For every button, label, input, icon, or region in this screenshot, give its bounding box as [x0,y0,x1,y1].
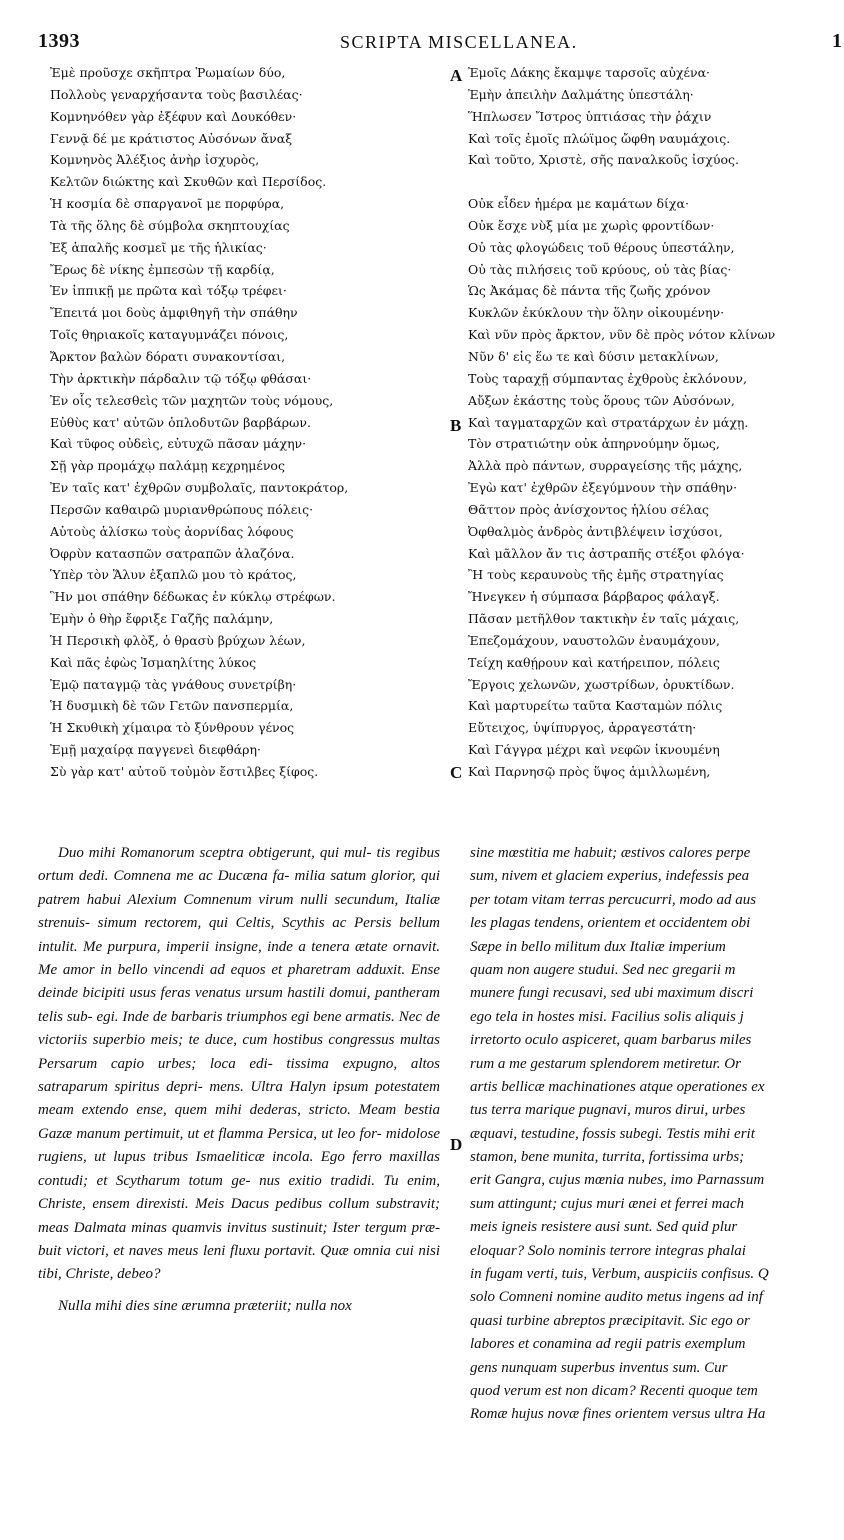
verse-line: Ἤνεγκεν ἡ σύμπασα βάρβαρος φάλαγξ. [468,589,720,605]
latin-paragraph-2: Nulla mihi dies sine ærumna præteriit; nulla nox [58,1297,352,1314]
prose-line: tis regibus ortum dedi. Comnena me ac Ducæna fa- [38,845,441,885]
prose-line: quam non augere studui. Sed nec gregarii m [470,961,736,978]
verse-line: Ἡ Περσικὴ φλὸξ, ὁ θρασὺ βρύχων λέων, [50,632,306,648]
prose-line: sine mœstitia me habuit; æstivos calores perpe [470,845,751,861]
prose-line: tus terra marique pugnavi, muros dirui, urbes [470,1102,746,1119]
verse-line: Οὐκ εἶδεν ἡμέρα με καμάτων δίχα· [468,196,689,212]
verse-line: Ἐξ ἁπαλῆς κοσμεῖ με τῆς ἡλικίας· [50,239,267,255]
prose-line: ætate ornavit. Me amor in bello vincendi ad equos [38,938,441,979]
verse-line: Τοῖς θηριακοῖς καταγυμνάζει πόνοις, [50,327,289,343]
margin-letter-d: D [450,1135,463,1154]
margin-letter-a: A [450,66,463,85]
verse-line: Γεννᾷ δέ με κράτιστος Αὐσόνων ἄναξ [50,130,293,146]
verse-line: Ὑπὲρ τὸν Ἅλυν ἐξαπλῶ μου τὸ κράτος, [50,567,297,583]
verse-line: Ἄρκτον βαλὼν δόρατι συνακοντίσαι, [50,348,286,364]
prose-line: les plagas tendens, orientem et occidentem obi [470,915,751,932]
prose-line: æquavi, testudine, fossis subegi. Testis mihi erit [470,1125,755,1142]
verse-line: Ἡ δυσμικὴ δὲ τῶν Γετῶν πανσπερμία, [50,698,294,714]
prose-line: minas quamvis invitus sustinuit; Ister tergum præ- [131,1219,440,1236]
prose-line: simum rectorem, qui Celtis, Scythis ac Persis bellum [97,915,440,932]
prose-line: Nec de victoriis superbio meis; te duce, cum hostibus [38,1008,441,1049]
page-number: 1393 [38,30,80,52]
verse-line: Νῦν δ' εἰς ἕω τε καὶ δύσιν μετακλίνων, [468,348,719,364]
verse-line: Καὶ Παρνησῷ πρὸς ὕψος ἁμιλλωμένη, [468,764,711,779]
page-number-right: 1 [832,30,842,52]
verse-line: Ἐμῷ παταγμῷ τὰς γνάθους συνετρίβη· [50,676,297,692]
verse-line: Καὶ τοῖς ἐμοῖς πλώϊμος ὤφθη ναυμάχοις. [468,130,731,146]
verse-line: Ἐν ἱππικῇ με πρῶτα καὶ τόξῳ τρέφει· [50,283,287,299]
verse-line: Ἐπεζομάχουν, ναυστολῶν ἐναυμάχουν, [468,632,720,648]
verse-line: Ἔπειτά μοι δοὺς ἀμφιθηγῆ τὴν σπάθην [50,305,298,321]
verse-line: Κελτῶν διώκτης καὶ Σκυθῶν καὶ Περσίδος. [50,174,327,190]
prose-line: meis igneis resistere ausi sunt. Sed quid plur [470,1219,738,1236]
verse-line: Καὶ τοῦτο, Χριστὲ, σῆς παναλκοῦς ἰσχύος. [468,152,739,168]
verse-line: Τοὺς ταραχῇ σύμπαντας ἐχθροὺς ἐκλόνουν, [468,370,747,386]
verse-line: Ἣν μοι σπάθην δέδωκας ἐν κύκλῳ στρέφων. [50,589,336,605]
verse-line: Καὶ πᾶς ἐφὼς Ἰσμαηλίτης λύκος [50,654,257,670]
verse-line: Ἐμῇ μαχαίρᾳ παγγενεὶ διεφθάρη· [50,742,261,758]
verse-line: Ἥπλωσεν Ἴστρος ὑπτιάσας τὴν ῥάχιν [468,108,712,124]
verse-line: Σῇ γὰρ προμάχῳ παλάμῃ κεχρημένος [50,458,285,474]
verse-line: Ἔρως δὲ νίκης ἐμπεσὼν τῇ καρδίᾳ, [50,261,275,277]
prose-line: mens. Ultra Halyn ipsum potestatem meam extendo [38,1079,441,1119]
verse-line: Οὐ τὰς πιλήσεις τοῦ κρύους, οὐ τὰς βίας· [468,261,732,277]
latin-translation-right-column [470,842,844,1427]
verse-line: Πολλοὺς γεναρχήσαντα τοὺς βασιλέας· [50,86,303,102]
verse-line: Τὰ τῆς ὅλης δὲ σύμβολα σκηπτουχίας [50,217,290,233]
prose-line: venatus ursum hastili domui, pantheram telis sub- [38,985,440,1025]
verse-line: Ἀλλὰ πρὸ πάντων, συρραγείσης τῆς μάχης, [468,458,743,474]
verse-line: Ἐμὴν ὁ θὴρ ἔφριξε Γαζῆς παλάμην, [50,611,274,627]
prose-line: per totam vitam terras percucurri, modo ad aus [470,891,757,908]
verse-line: Τὸν στρατιώτην οὐκ ἀπηρνούμην ὅμως, [468,436,720,452]
greek-verse-right-column [468,62,844,783]
verse-line: Εὐθὺς κατ' αὐτῶν ὁπλοδυτῶν βαρβάρων. [50,414,311,430]
prose-line: ego tela in hostes misi. Facilius solis aliquis j [470,1008,744,1025]
verse-line: Καὶ τῦφος οὐδεὶς, εὐτυχῶ πᾶσαν μάχην· [50,436,307,452]
verse-line: Ὀφθαλμὸς ἀνδρὸς ἀντιβλέψειν ἰσχύσοι, [468,523,723,539]
prose-line: erit Gangra, cujus mœnia nubes, imo Parnassum [470,1172,765,1189]
verse-line: Ἡ Σκυθικὴ χίμαιρα τὸ ξύνθρουν γένος [50,720,295,736]
verse-line: Τὴν ἀρκτικὴν πάρδαλιν τῷ τόξῳ φθάσαι· [50,370,312,386]
prose-line: midolose rugiens, ut lupus tribus Ismaeliticæ incola. [38,1125,441,1166]
verse-line: Ἐμὲ προῦσχε σκῆπτρα Ῥωμαίων δύο, [50,65,286,80]
prose-line: sum, nivem et glaciem experius, indefessis pea [470,868,750,885]
verse-line: Καὶ Γάγγρα μέχρι καὶ νεφῶν ἰκνουμένη [468,742,720,758]
verse-line: Ἐν ταῖς κατ' ἐχθρῶν συμβολαῖς, παντοκράτορ, [50,480,349,496]
margin-letter-b: B [450,416,462,435]
verse-line: Εὔτειχος, ὑψίπυργος, ἀρραγεστάτη· [468,720,697,736]
prose-line: eloquar? Solo nominis terrore integras phalai [470,1242,746,1259]
latin-translation-left-column [38,842,440,1318]
verse-line: Περσῶν καθαιρῶ μυριανθρώπους πόλεις· [50,501,314,517]
prose-line: Ego ferro maxillas contudi; et Scytharum totum ge- [38,1149,440,1189]
verse-line [468,171,844,193]
running-title: SCRIPTA MISCELLANEA. [340,32,578,52]
verse-line: Πᾶσαν μετῆλθον τακτικὴν ἐν ταῖς μάχαις, [468,611,740,627]
prose-line: rum a me gestarum splendorem metiretur. Or [470,1055,741,1072]
prose-line: munere fungi recusavi, sed ubi maximum discri [470,985,754,1002]
latin-paragraph-1 [38,842,440,1287]
prose-line: artis bellicæ machinationes atque operationes ex [470,1078,765,1095]
verse-line: Αὐτοὺς ἁλίσκω τοὺς ἀορνίδας λόφους [50,523,294,539]
verse-line: Καὶ μᾶλλον ἄν τις ἀστραπῆς στέξοι φλόγα· [468,545,745,561]
verse-line: Καὶ ταγματαρχῶν καὶ στρατάρχων ἐν μάχῃ. [468,414,749,430]
verse-line: Ἐμοῖς Δάκης ἔκαμψε ταρσοῖς αὐχένα· [468,65,711,80]
verse-line: Κομνηνόθεν γὰρ ἐξέφυν καὶ Δουκόθεν· [50,108,297,124]
prose-line: tissima expugno, altos satraparum spiritus depri- [38,1055,441,1096]
prose-line: labores et conamina ad regii patris exemplum [470,1336,746,1353]
verse-line: Κυκλῶν ἐκύκλουν τὴν ὅλην οἰκουμένην· [468,305,725,321]
prose-line: quod verum est non dicam? Recenti quoque tem [470,1382,758,1399]
verse-line: Αὔξων ἑκάστης τοὺς ὅρους τῶν Αὐσόνων, [468,392,735,408]
prose-line: stamon, bene munita, turrita, fortissima urbs; [470,1149,745,1166]
verse-line: Κομνηνὸς Ἀλέξιος ἀνὴρ ἰσχυρὸς, [50,152,260,168]
prose-line: intulit. Me purpura, imperii insigne, inde a tenera [38,938,350,955]
prose-line: Comnenum virum nulli secundum, Italiæ strenuis- [38,891,440,932]
verse-line: Οὐ τὰς φλογώδεις τοῦ θέρους ὑπεστάλην, [468,239,735,255]
verse-line: Καὶ νῦν πρὸς ἄρκτον, νῦν δὲ πρὸς νότον κλίνων [468,327,776,343]
prose-line: nus exitio tradidi. Tu enim, Christe, ensem direxisti. [38,1172,440,1213]
prose-line: Duo mihi Romanorum sceptra obtigerunt, qui mul- [58,845,372,861]
prose-line: buit victori, et naves meus leni fluxu portavit. Quæ [38,1242,349,1259]
verse-line: Ἡ κοσμία δὲ σπαργανοῖ με πορφύρα, [50,196,285,212]
verse-line: Ἐν οἷς τελεσθεὶς τῶν μαχητῶν τοὺς νόμους, [50,392,334,408]
prose-line: et pharetram adduxit. Ense deinde bicipiti usus feras [38,962,440,1002]
prose-line: Romæ hujus novæ fines orientem versus ultra Ha [470,1406,766,1423]
verse-line: Ἢ τοὺς κεραυνοὺς τῆς ἐμῆς στρατηγίας [468,567,724,583]
page-header [0,0,844,60]
prose-line: irretorto oculo aspiceret, quam barbarus miles [470,1032,752,1049]
prose-line: Meis Dacus pedibus collum substravit; meas Dalmata [38,1196,441,1236]
prose-line: in fugam verti, tuis, Verbum, auspiciis confisus. Q [470,1266,769,1283]
verse-line: Ἐγὼ κατ' ἐχθρῶν ἐξεγύμνουν τὴν σπάθην· [468,480,738,496]
prose-line: congressus multas Persarum capio urbes; loca edi- [38,1032,440,1072]
prose-line: milia satum glorior, qui patrem habui Alexium [38,868,441,908]
margin-letter-c: C [450,763,463,782]
prose-line: manum pertimuit, ut et flamma Persica, ut leo for- [76,1125,382,1142]
verse-line: Ἐμὴν ἀπειλὴν Δαλμάτης ὑπεστάλη· [468,86,694,102]
verse-line: Ἔργοις χελωνῶν, χωστρίδων, ὀρυκτίδων. [468,676,735,692]
verse-line: Τείχη καθῄρουν καὶ κατήρειπον, πόλεις [468,654,720,670]
prose-line: ense, quem mihi dederas, stricto. Meam bestia Gazæ [38,1102,441,1142]
verse-line: Ὀφρὺν κατασπῶν σατραπῶν ἀλαζόνα. [50,545,295,561]
prose-line: gens nunquam superbus inventus sum. Cur [470,1359,728,1376]
prose-line: Sæpe in bello militum dux Italiæ imperium [470,938,726,955]
verse-line: Καὶ μαρτυρείτω ταῦτα Κασταμὼν πόλις [468,698,723,714]
prose-line: solo Comneni nomine audito metus ingens ad inf [470,1289,763,1306]
prose-line: omnia cui nisi tibi, Christe, debeo? [38,1242,441,1283]
verse-line: Θᾶττον πρὸς ἀνίσχοντος ἡλίου σέλας [468,501,710,517]
prose-line: quasi turbine abreptos præcipitavit. Sic ego or [470,1312,750,1329]
verse-line: Οὐκ ἔσχε νὺξ μία με χωρὶς φροντίδων· [468,217,715,233]
prose-line: egi. Inde de barbaris triumphos egi bene armatis. [96,1008,395,1025]
prose-line: sum attingunt; cujus muri ænei et ferrei mach [470,1195,744,1212]
verse-line: Ὡς Ἀκάμας δὲ πάντα τῆς ζωῆς χρόνον [468,283,711,299]
verse-line: Σὺ γὰρ κατ' αὐτοῦ τοὐμὸν ἔστιλβες ξίφος. [50,764,319,779]
greek-verse-left-column [50,62,440,783]
